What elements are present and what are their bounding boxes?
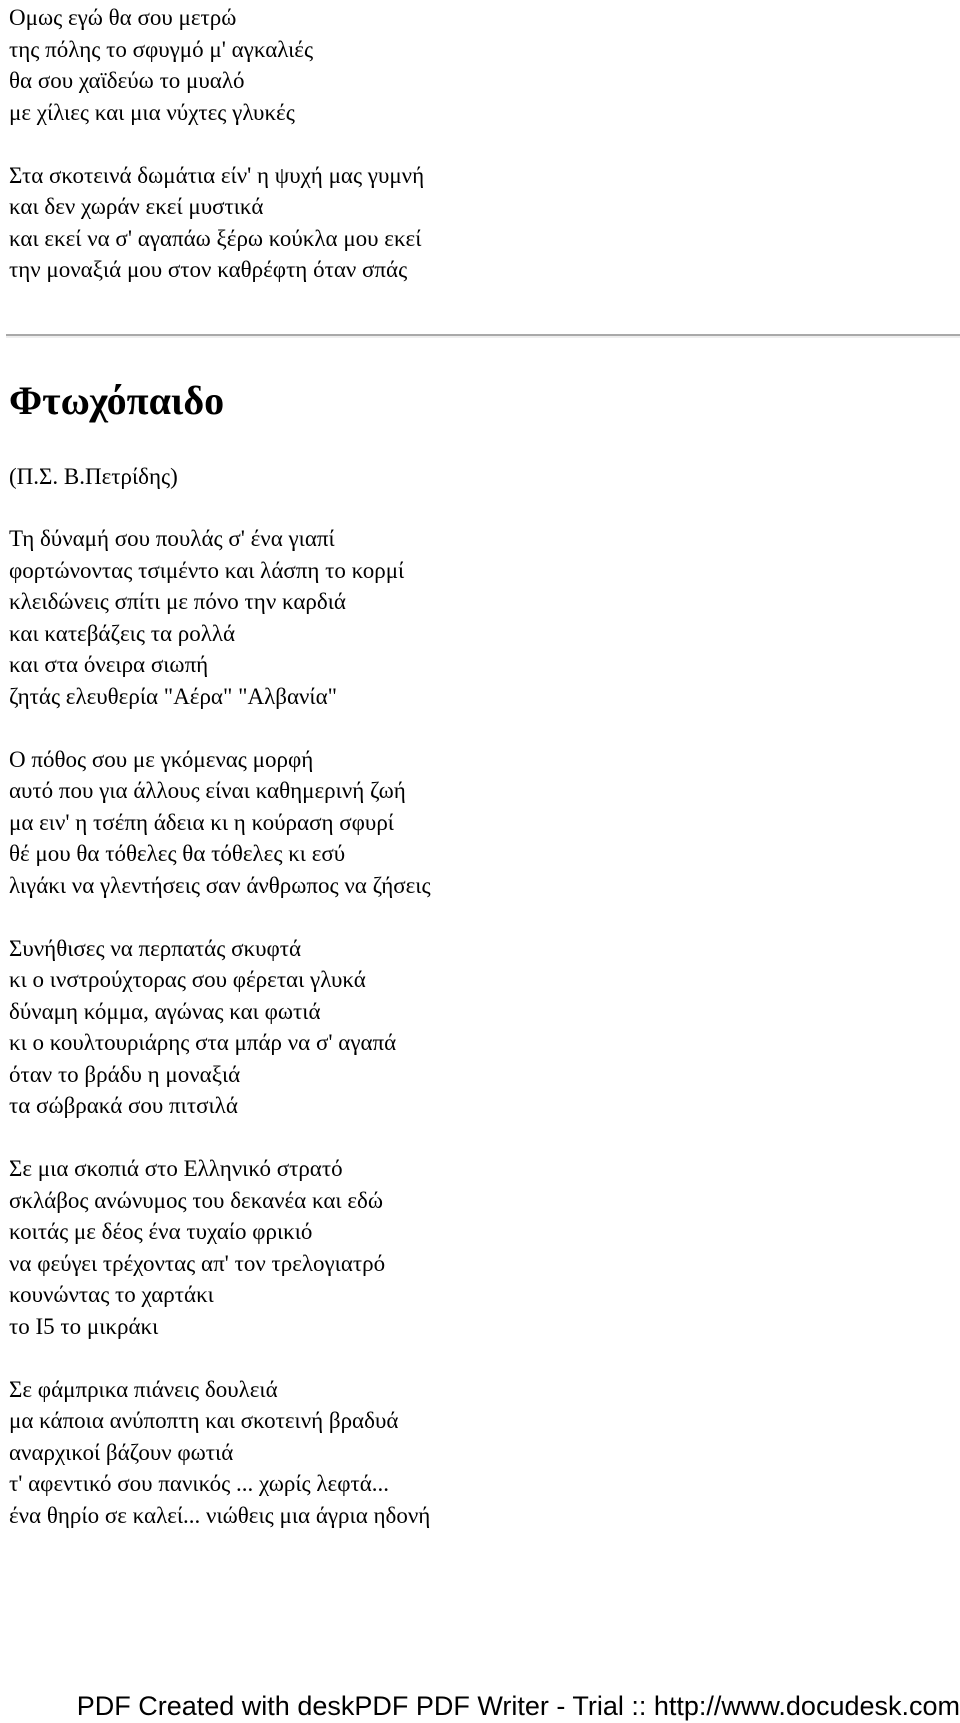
poem-line: αυτό που για άλλους είναι καθημερινή ζωή bbox=[9, 778, 406, 803]
poem-line: Σε φάμπρικα πιάνεις δουλειά bbox=[9, 1376, 278, 1402]
poem-line: τα σώβρακά σου πιτσιλά bbox=[9, 1093, 238, 1118]
pdf-watermark-footer: PDF Created with deskPDF PDF Writer - Trial :: http://www.docudesk.com bbox=[76, 1691, 960, 1721]
poem-line: και στα όνειρα σιωπή bbox=[9, 652, 209, 677]
poem-line: θέ μου θα τόθελες θα τόθελες κι εσύ bbox=[9, 841, 346, 866]
horizontal-divider bbox=[6, 334, 960, 338]
poem-line: της πόλης το σφυγμό μ' αγκαλιές bbox=[9, 36, 314, 62]
poem-line: Σε μια σκοπιά στο Ελληνικό στρατό bbox=[9, 1156, 343, 1181]
poem-line: κοιτάς με δέος ένα τυχαίο φρικιό bbox=[9, 1219, 313, 1244]
poem-line: Ομως εγώ θα σου μετρώ bbox=[9, 5, 237, 30]
poem-line: κι ο κουλτουριάρης στα μπάρ να σ' αγαπά bbox=[9, 1030, 397, 1055]
poem-line: να φεύγει τρέχοντας απ' τον τρελογιατρό bbox=[9, 1250, 386, 1276]
poem-line: τ' αφεντικό σου πανικός ... χωρίς λεφτά... bbox=[9, 1471, 390, 1496]
poem-line: ζητάς ελευθερία "Αέρα" "Αλβανία" bbox=[9, 683, 338, 709]
poem-line: σκλάβος ανώνυμος του δεκανέα και εδώ bbox=[9, 1187, 383, 1213]
poem-line: λιγάκι να γλεντήσεις σαν άνθρωπος να ζήσεις bbox=[9, 872, 431, 898]
poem-line: την μοναξιά μου στον καθρέφτη όταν σπάς bbox=[9, 257, 408, 282]
poem-line: και κατεβάζεις τα ρολλά bbox=[9, 620, 236, 646]
intro-stanza-1 bbox=[9, 2, 949, 128]
poem-line: κι ο ινστρούχτορας σου φέρεται γλυκά bbox=[9, 967, 366, 992]
poem-line: Συνήθισες να περπατάς σκυφτά bbox=[9, 935, 302, 961]
poem-line: δύναμη κόμμα, αγώνας και φωτιά bbox=[9, 998, 321, 1024]
poem-line: Τη δύναμή σου πουλάς σ' ένα γιαπί bbox=[9, 526, 335, 551]
intro-stanza-2 bbox=[9, 160, 949, 286]
poem-line: και δεν χωράν εκεί μυστικά bbox=[9, 194, 264, 219]
poem-line: Στα σκοτεινά δωμάτια είν' η ψυχή μας γυμνή bbox=[9, 162, 425, 188]
intro-section bbox=[9, 2, 949, 286]
poem-author: (Π.Σ. Β.Πετρίδης) bbox=[9, 464, 178, 489]
poem-line: όταν το βράδυ η μοναξιά bbox=[9, 1061, 241, 1087]
poem-line: μα κάποια ανύποπτη και σκοτεινή βραδυά bbox=[9, 1408, 399, 1433]
poem-stanza-4 bbox=[9, 1153, 949, 1342]
poem-line: μα ειν' η τσέπη άδεια κι η κούραση σφυρί bbox=[9, 809, 394, 835]
poem-line: κλειδώνεις σπίτι με πόνο την καρδιά bbox=[9, 589, 346, 614]
poem-stanza-2 bbox=[9, 744, 949, 902]
poem-line: θα σου χαϊδεύω το μυαλό bbox=[9, 68, 245, 93]
poem-line: ένα θηρίο σε καλεί... νιώθεις μια άγρια ηδονή bbox=[9, 1502, 431, 1528]
poem-line: φορτώνοντας τσιμέντο και λάσπη το κορμί bbox=[9, 557, 405, 583]
poem-line: Ο πόθος σου με γκόμενας μορφή bbox=[9, 746, 314, 772]
poem-stanza-5 bbox=[9, 1374, 949, 1532]
poem-line: το Ι5 το μικράκι bbox=[9, 1313, 159, 1339]
poem-line: με χίλιες και μια νύχτες γλυκές bbox=[9, 99, 295, 125]
poem-stanza-3 bbox=[9, 933, 949, 1122]
poem-line: και εκεί να σ' αγαπάω ξέρω κούκλα μου εκεί bbox=[9, 225, 422, 251]
poem-line: αναρχικοί βάζουν φωτιά bbox=[9, 1439, 234, 1465]
poem-stanza-1 bbox=[9, 523, 949, 712]
poem-line: κουνώντας το χαρτάκι bbox=[9, 1282, 214, 1307]
poem-title: Φτωχόπαιδο bbox=[9, 378, 225, 423]
poem-body bbox=[9, 523, 949, 1531]
